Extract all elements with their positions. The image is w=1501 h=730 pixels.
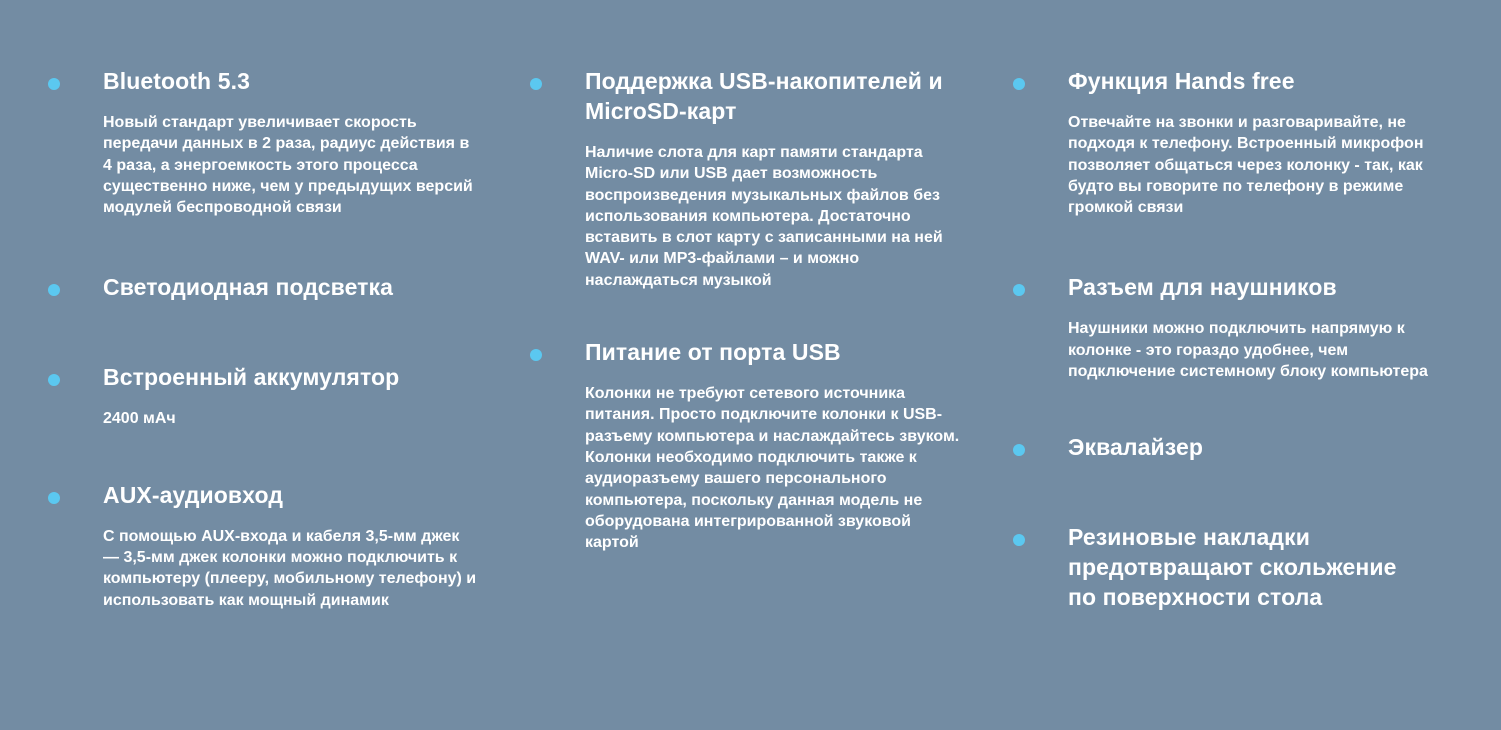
bullet-dot-icon [530,78,542,90]
bullet-dot-icon [48,374,60,386]
feature-title: Bluetooth 5.3 [103,68,250,94]
feature-hands-free [1013,66,1424,218]
bullet-dot-icon [1013,284,1025,296]
feature-headphones [1013,272,1428,382]
feature-bluetooth [48,66,473,218]
feature-description: Колонки не требуют сетевого источника питания. Просто подключите колонки к USB-разъему компьютера и наслаждайтесь звуком. Колонки необходимо подключить также к аудиоразъему вашего персонального компьютера, поскольку данная модель не оборудована интегрированной звуковой картой [585,385,960,552]
bullet-dot-icon [1013,444,1025,456]
feature-title: Встроенный аккумулятор [103,364,400,391]
bullet-dot-icon [1013,534,1025,546]
feature-battery [48,362,448,429]
feature-description: Наушники можно подключить напрямую к колонке - это гораздо удобнее, чем подключение системному блоку компьютера [1068,320,1428,381]
bullet-dot-icon [530,349,542,361]
feature-description: С помощью AUX-входа и кабеля 3,5-мм джек — 3,5-мм джек колонки можно подключить к компьютеру (плееру, мобильному телефону) и использовать как мощный динамик [103,527,477,609]
feature-title: Питание от порта USB [585,339,841,366]
feature-title: Резиновые накладки предотвращают скольжение по поверхности стола [1068,524,1397,611]
feature-title: Поддержка USB-накопителей и MicroSD-карт [585,68,943,124]
feature-description: 2400 мАч [103,410,176,428]
features-column-3 [1013,66,1428,612]
features-column-1 [48,66,477,611]
feature-description: Наличие слота для карт памяти стандарта Micro-SD или USB дает возможность воспроизведения музыкальных файлов без использования компьютера. Достаточно вставить в слот карту с записанными на ней WAV- или MP3-файлами – и можно наслаждаться музыкой [585,144,943,289]
feature-title: Эквалайзер [1068,434,1204,461]
bullet-dot-icon [1013,78,1025,90]
features-column-2 [530,66,960,553]
bullet-dot-icon [48,284,60,296]
feature-aux [48,480,477,611]
bullet-dot-icon [48,78,60,90]
feature-usb-storage [530,66,943,291]
feature-description: Отвечайте на звонки и разговаривайте, не подходя к телефону. Встроенный микрофон позволяет общаться через колонку - так, как будто вы говорите по телефону в режиме громкой связи [1068,114,1424,217]
feature-title: Светодиодная подсветка [103,274,394,301]
feature-title: AUX-аудиовход [103,481,284,508]
bullet-dot-icon [48,492,60,504]
feature-title: Функция Hands free [1068,68,1295,94]
feature-title: Разъем для наушников [1068,274,1337,301]
feature-backlight [48,272,448,302]
feature-usb-power [530,337,960,553]
feature-equalizer [1013,432,1413,462]
feature-description: Новый стандарт увеличивает скорость передачи данных в 2 раза, радиус действия в 4 раза, а энергоемкость этого процесса существенно ниже, чем у предыдущих версий модулей беспроводной связи [103,114,473,217]
feature-rubber-pads [1013,522,1413,612]
